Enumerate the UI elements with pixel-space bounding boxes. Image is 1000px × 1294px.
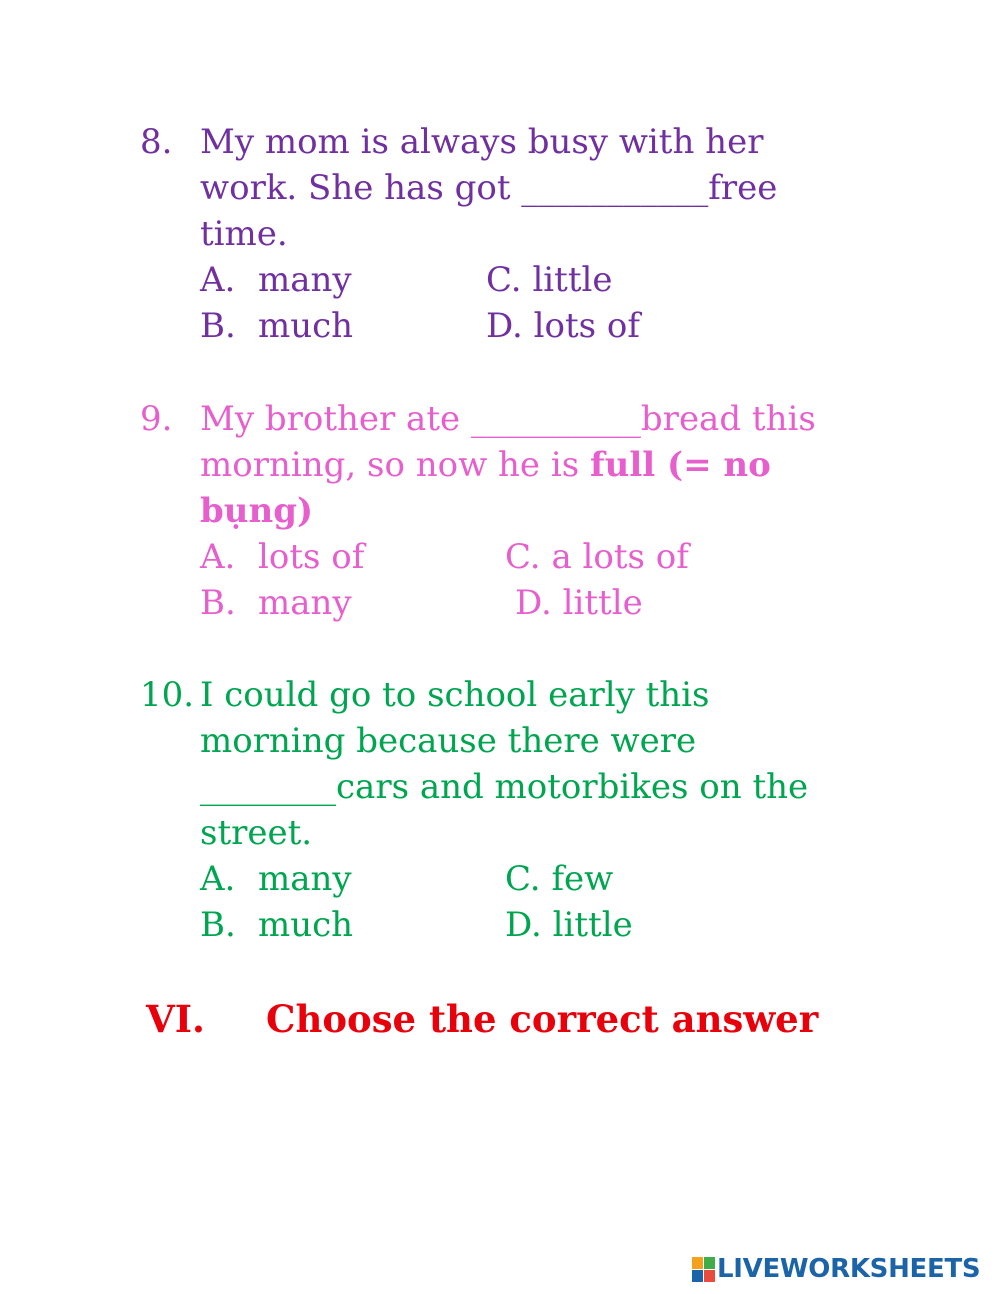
answer-options bbox=[200, 257, 860, 349]
stem-line: My brother ate __________bread this bbox=[200, 399, 816, 439]
option-a[interactable]: A. many bbox=[200, 859, 352, 899]
answer-options bbox=[200, 856, 860, 948]
answer-options bbox=[200, 534, 860, 626]
question-number: 10. bbox=[140, 675, 195, 715]
section-numeral: VI. bbox=[146, 997, 205, 1041]
stem-line: My mom is always busy with her bbox=[200, 122, 764, 162]
option-c[interactable]: C. little bbox=[486, 260, 613, 300]
question-number: 9. bbox=[140, 399, 173, 439]
option-d[interactable]: D. little bbox=[515, 583, 643, 623]
stem-line: time. bbox=[200, 214, 288, 254]
option-d[interactable]: D. lots of bbox=[486, 306, 640, 346]
bold-hint: full (= no bbox=[589, 445, 771, 485]
option-c[interactable]: C. few bbox=[505, 859, 614, 899]
brand-footer[interactable] bbox=[692, 1252, 980, 1286]
question-number: 8. bbox=[140, 122, 173, 162]
section-title: Choose the correct answer bbox=[266, 997, 819, 1041]
liveworksheets-logo-icon bbox=[692, 1257, 714, 1281]
stem-line: ________cars and motorbikes on the bbox=[200, 767, 809, 807]
bold-hint: bụng) bbox=[200, 491, 314, 531]
question-stem bbox=[200, 396, 900, 534]
section-heading bbox=[146, 996, 818, 1042]
stem-line: I could go to school early this bbox=[200, 675, 710, 715]
option-b[interactable]: B. much bbox=[200, 905, 354, 945]
stem-line: work. She has got ___________free bbox=[200, 168, 778, 208]
brand-name: LIVEWORKSHEETS bbox=[717, 1254, 981, 1284]
question-stem bbox=[200, 672, 900, 856]
option-b[interactable]: B. much bbox=[200, 306, 354, 346]
option-a[interactable]: A. lots of bbox=[200, 537, 365, 577]
stem-line: street. bbox=[200, 813, 313, 853]
stem-line: morning, so now he is full (= no bbox=[200, 445, 771, 485]
question-stem bbox=[200, 119, 900, 257]
stem-line: morning because there were bbox=[200, 721, 697, 761]
option-a[interactable]: A. many bbox=[200, 260, 352, 300]
option-c[interactable]: C. a lots of bbox=[505, 537, 689, 577]
option-b[interactable]: B. many bbox=[200, 583, 352, 623]
option-d[interactable]: D. little bbox=[505, 905, 633, 945]
